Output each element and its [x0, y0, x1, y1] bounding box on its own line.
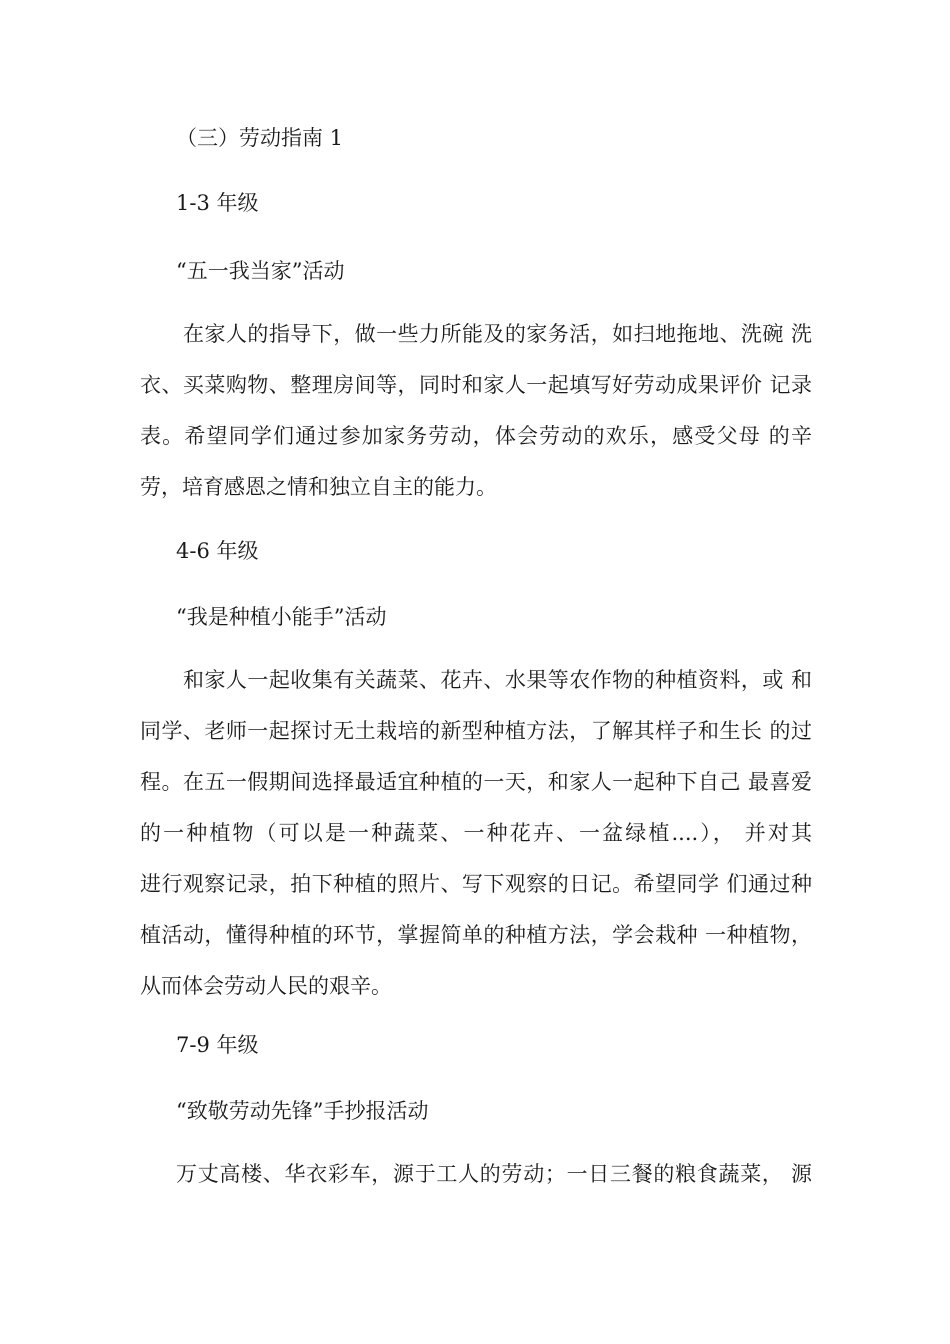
activity-title-7-9: “致敬劳动先锋”手抄报活动: [176, 1099, 429, 1123]
activity-title-1-3: “五一我当家”活动: [176, 259, 345, 283]
paragraph-line: 程。在五一假期间选择最适宜种植的一天，和家人一起种下自己 最喜爱: [140, 770, 812, 794]
grade-heading-1-3: 1-3 年级: [176, 191, 259, 215]
paragraph-line: 和家人一起收集有关蔬菜、花卉、水果等农作物的种植资料，或 和: [183, 668, 812, 692]
paragraph-line: 同学、老师一起探讨无土栽培的新型种植方法，了解其样子和生长 的过: [140, 719, 812, 743]
paragraph-line: 植活动，懂得种植的环节，掌握简单的种植方法，学会栽种 一种植物，: [140, 923, 812, 947]
section-title: （三）劳动指南 1: [176, 126, 344, 150]
paragraph-line: 进行观察记录，拍下种植的照片、写下观察的日记。希望同学 们通过种: [140, 872, 812, 896]
grade-heading-4-6: 4-6 年级: [176, 539, 259, 563]
paragraph-line: 万丈高楼、华衣彩车，源于工人的劳动；一日三餐的粮食蔬菜， 源: [176, 1162, 812, 1186]
paragraph-line: 在家人的指导下，做一些力所能及的家务活，如扫地拖地、洗碗 洗: [183, 322, 812, 346]
paragraph-line: 表。希望同学们通过参加家务劳动，体会劳动的欢乐，感受父母 的辛: [140, 424, 812, 448]
paragraph-line: 从而体会劳动人民的艰辛。: [140, 974, 392, 998]
paragraph-line: 的一种植物（可以是一种蔬菜、一种花卉、一盆绿植....）， 并对其: [140, 821, 812, 845]
paragraph-line: 衣、买菜购物、整理房间等，同时和家人一起填写好劳动成果评价 记录: [140, 373, 812, 397]
grade-heading-7-9: 7-9 年级: [176, 1033, 259, 1057]
paragraph-line: 劳，培育感恩之情和独立自主的能力。: [140, 475, 497, 499]
activity-title-4-6: “我是种植小能手”活动: [176, 605, 387, 629]
